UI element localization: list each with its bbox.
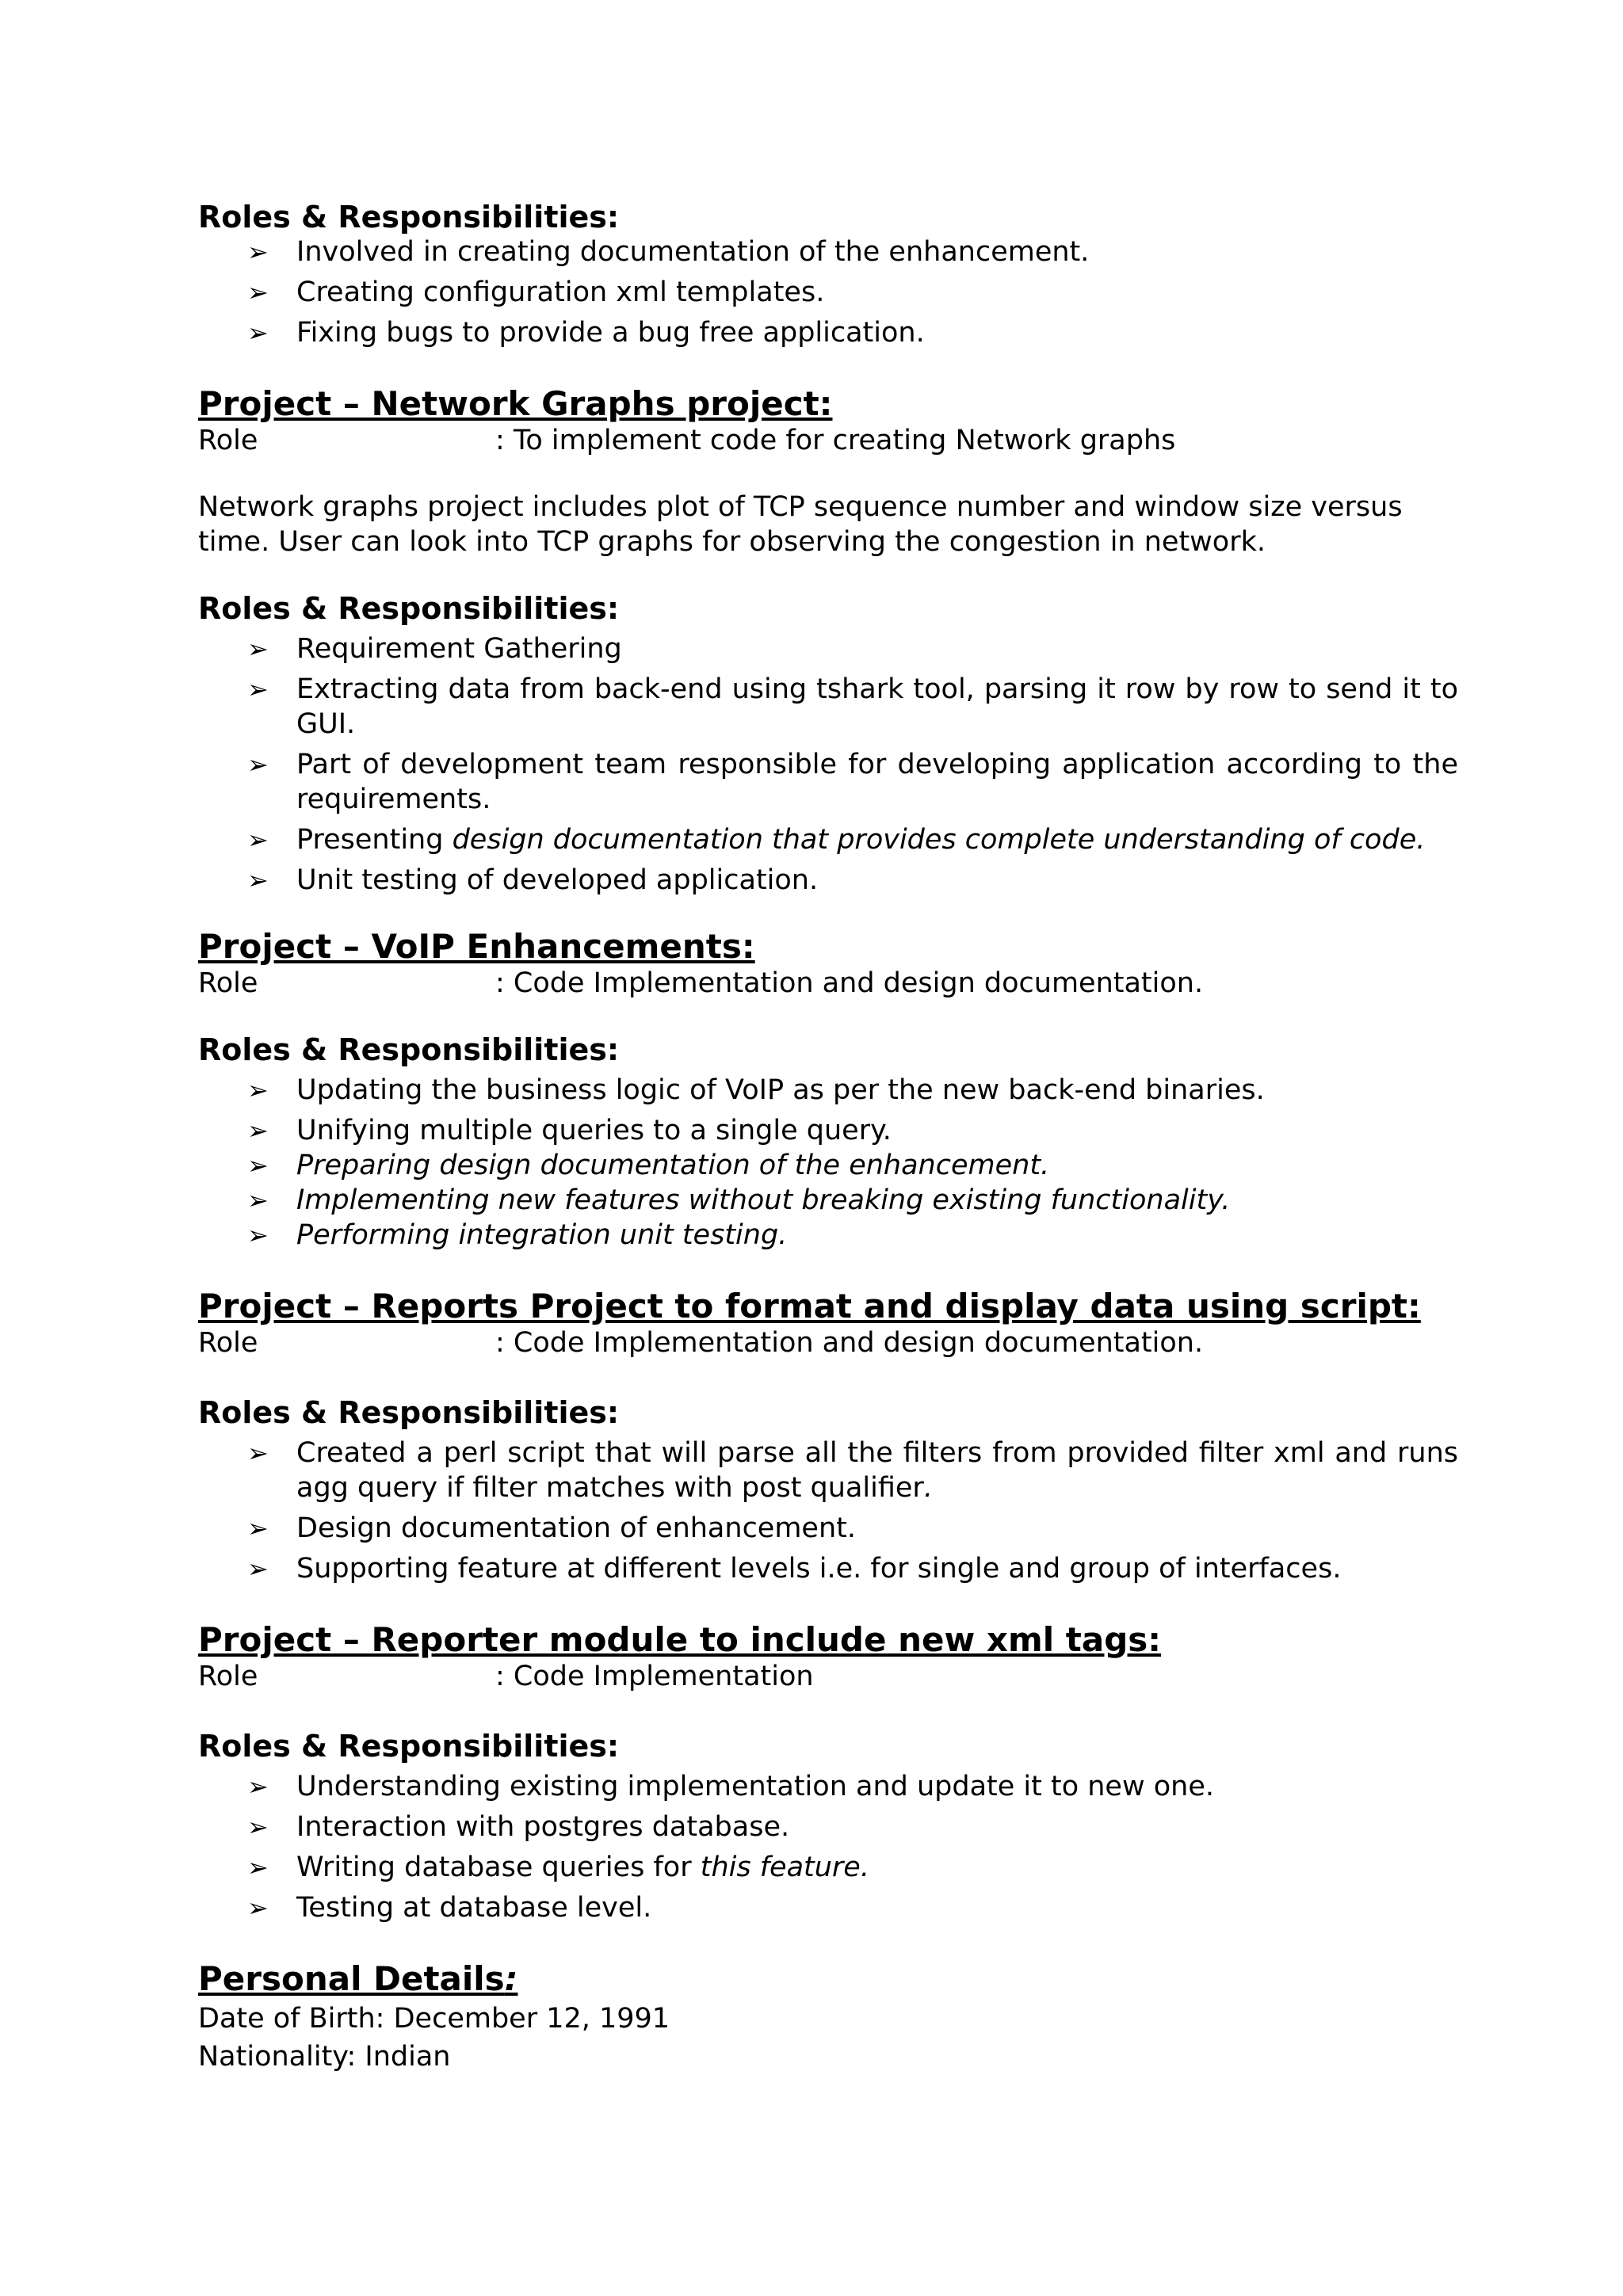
list-item: ➢ Presenting design documentation that provides complete understanding of code. [247,824,1426,856]
roles-list [198,1436,1458,1586]
arrowhead-bullet-icon: ➢ [247,1812,269,1842]
list-item: ➢ Created a perl script that will parse all the filters from provided filter xml and runs agg query if filter matches with post qualifier. [247,1437,1458,1504]
roles-section-0 [198,200,1458,350]
arrowhead-bullet-icon: ➢ [247,277,269,307]
role-value: : Code Implementation [495,1661,814,1692]
section-title: Personal Details: [198,1959,518,1998]
list-item: ➢ Writing database queries for this feature. [247,1852,869,1883]
list-item: ➢ Updating the business logic of VoIP as per the new back-end binaries. [247,1074,1265,1106]
resume-page [198,200,1458,2074]
arrowhead-bullet-icon: ➢ [247,1438,269,1468]
arrowhead-bullet-icon: ➢ [247,1513,269,1543]
role-label: Role [198,425,258,456]
role-line [198,423,1458,458]
project-voip-enhancements [198,928,1458,1253]
list-item: ➢ Interaction with postgres database. [247,1811,790,1843]
arrowhead-bullet-icon: ➢ [247,1554,269,1584]
project-title: Project – Reports Project to format and display data using script: [198,1287,1421,1325]
list-item: ➢ Unifying multiple queries to a single query. [247,1115,892,1146]
arrowhead-bullet-icon: ➢ [247,825,269,855]
role-line [198,1659,1458,1694]
role-line [198,1325,1458,1360]
list-item: ➢ Implementing new features without breaking existing functionality. [247,1184,1231,1216]
list-item: ➢ Unit testing of developed application. [247,864,819,896]
arrowhead-bullet-icon: ➢ [247,674,269,704]
role-label: Role [198,1327,258,1359]
personal-details [198,1960,1458,2074]
role-line [198,966,1458,1001]
list-item: ➢ Supporting feature at different levels i.e. for single and group of interfaces. [247,1553,1342,1585]
list-item: ➢ Creating configuration xml templates. [247,277,825,308]
arrowhead-bullet-icon: ➢ [247,1150,269,1180]
project-title: Project – VoIP Enhancements: [198,927,755,966]
roles-heading: Roles & Responsibilities: [198,1032,620,1067]
date-of-birth: Date of Birth: December 12, 1991 [198,2003,670,2035]
role-value: : Code Implementation and design documentation. [495,967,1204,999]
arrowhead-bullet-icon: ➢ [247,1220,269,1250]
list-item: ➢ Involved in creating documentation of the enhancement. [247,236,1090,268]
arrowhead-bullet-icon: ➢ [247,237,269,267]
role-label: Role [198,967,258,999]
arrowhead-bullet-icon: ➢ [247,1116,269,1146]
list-item: ➢ Performing integration unit testing. [247,1219,788,1251]
arrowhead-bullet-icon: ➢ [247,1075,269,1105]
arrowhead-bullet-icon: ➢ [247,318,269,348]
roles-list [198,1073,1458,1253]
list-item: ➢ Testing at database level. [247,1892,652,1924]
role-value: : Code Implementation and design documentation. [495,1327,1204,1359]
project-reports [198,1287,1458,1586]
nationality: Nationality: Indian [198,2041,451,2073]
list-item: ➢ Part of development team responsible for developing application according to the requirements. [247,749,1458,815]
roles-heading: Roles & Responsibilities: [198,1395,620,1430]
arrowhead-bullet-icon: ➢ [247,634,269,664]
roles-list [198,631,1458,898]
role-value: : To implement code for creating Network graphs [495,425,1176,456]
list-item: ➢ Preparing design documentation of the enhancement. [247,1150,1050,1181]
roles-heading: Roles & Responsibilities: [198,1729,620,1764]
list-item: ➢ Understanding existing implementation and update it to new one. [247,1771,1214,1802]
list-item: ➢ Fixing bugs to provide a bug free application. [247,317,925,349]
project-reporter-module [198,1621,1458,1925]
role-label: Role [198,1661,258,1692]
list-item: ➢ Requirement Gathering [247,633,622,665]
roles-heading: Roles & Responsibilities: [198,591,620,626]
list-item: ➢ Design documentation of enhancement. [247,1512,856,1544]
roles-list [198,235,1458,350]
arrowhead-bullet-icon: ➢ [247,1852,269,1882]
project-description: Network graphs project includes plot of TCP sequence number and window size versus time. User can look into TCP graphs for observing the congestion in network. [198,491,1403,558]
arrowhead-bullet-icon: ➢ [247,1185,269,1215]
arrowhead-bullet-icon: ➢ [247,1893,269,1923]
arrowhead-bullet-icon: ➢ [247,1772,269,1802]
roles-heading: Roles & Responsibilities: [198,200,620,235]
project-title: Project – Reporter module to include new xml tags: [198,1620,1162,1659]
project-title: Project – Network Graphs project: [198,384,833,423]
list-item: ➢ Extracting data from back-end using tshark tool, parsing it row by row to send it to GUI. [247,673,1458,740]
arrowhead-bullet-icon: ➢ [247,865,269,895]
arrowhead-bullet-icon: ➢ [247,749,269,780]
project-network-graphs [198,385,1458,898]
roles-list [198,1769,1458,1925]
